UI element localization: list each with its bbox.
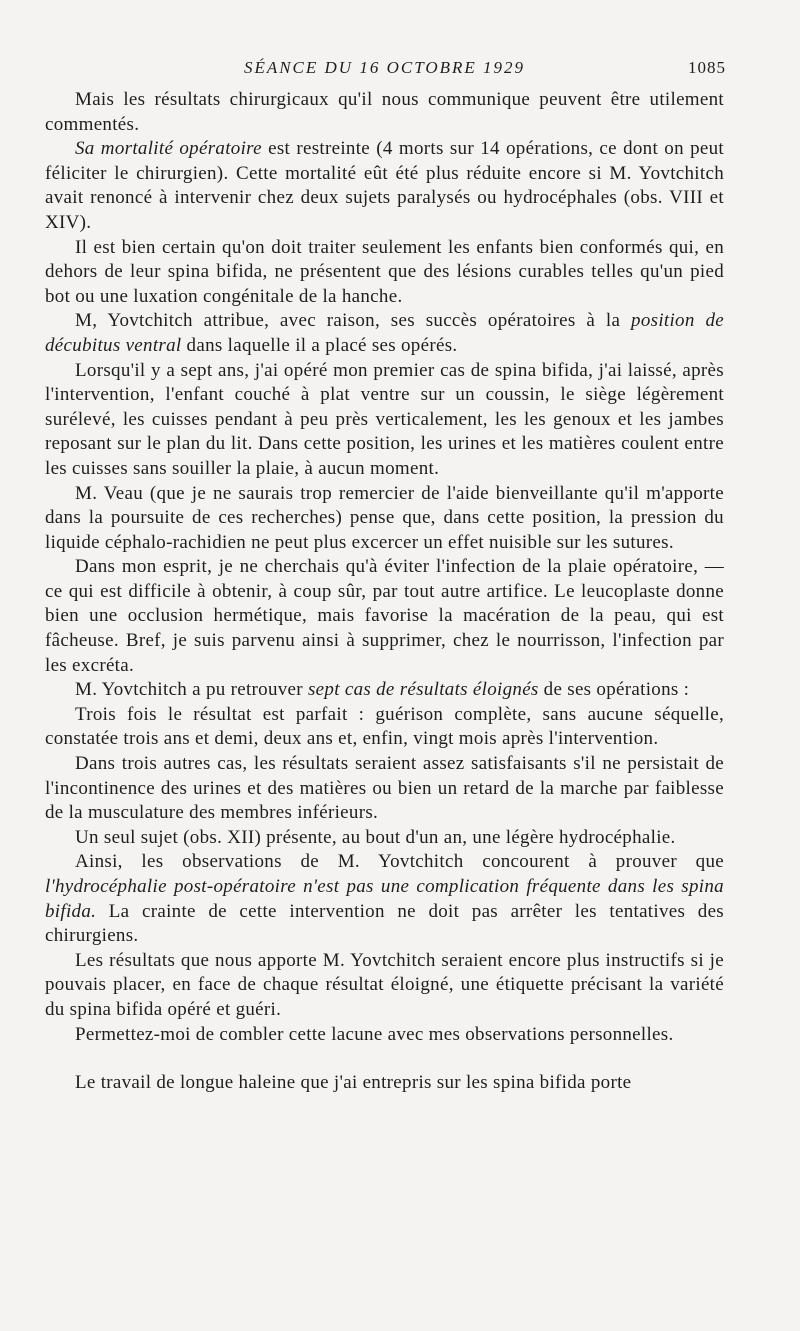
text-run: Dans mon esprit, je ne cherchais qu'à éviter l'infection de la plaie opératoire, — ce qui est difficile à obtenir, à coup sûr, par tout autre artifice. Le leucoplaste donne bien une occlusion hermétique, mais favorise la macération de la peau, qui est fâcheuse. Bref, je suis parvenu ainsi à supprimer, chez le nourrisson, l'infection par les excréta. (45, 556, 724, 676)
paragraph (45, 88, 724, 137)
paragraph (45, 1023, 724, 1048)
text-run: M. Yovtchitch a pu retrouver (75, 679, 308, 701)
paragraph (45, 949, 724, 1023)
text-run: Le travail de longue haleine que j'ai entrepris sur les spina bifida porte (75, 1072, 632, 1094)
text-run: Trois fois le résultat est parfait : guérison complète, sans aucune séquelle, constatée trois ans et demi, deux ans et, enfin, vingt mois après l'intervention. (45, 703, 724, 750)
text-run: Un seul sujet (obs. XII) présente, au bout d'un an, une légère hydrocéphalie. (75, 826, 676, 848)
text-run: La crainte de cette intervention ne doit pas arrêter les tentatives des chirurgiens. (45, 900, 724, 947)
text-run: Permettez-moi de combler cette lacune avec mes observations personnelles. (75, 1023, 674, 1045)
text-run: Mais les résultats chirurgicaux qu'il nous communique peuvent être utilement commentés. (45, 89, 724, 135)
paragraph (45, 359, 724, 482)
paragraph (45, 678, 724, 703)
italic-text: Sa mortalité opératoire (75, 138, 262, 160)
italic-text: position de décubitus ventral (45, 310, 724, 356)
text-run: Dans trois autres cas, les résultats seraient assez satisfaisants s'il ne persistait de l'incontinence des urines et des matières ou bien un retard de la marche par faiblesse de la musculature des membres inférieurs. (45, 753, 724, 824)
text-run: M. Veau (que je ne saurais trop remercier de l'aide bienveillante qu'il m'apporte dans la poursuite de ces recherches) pense que, dans cette position, la pression du liquide céphalo-rachidien ne peut plus excercer un effet nuisible sur les sutures. (45, 482, 724, 553)
paragraph (45, 752, 724, 826)
paragraph (45, 703, 724, 752)
paragraph (45, 555, 724, 678)
text-run: M, Yovtchitch attribue, avec raison, ses succès opératoires à la (75, 310, 632, 332)
italic-text: l'hydrocéphalie post-opératoire (45, 876, 296, 897)
body-text (45, 88, 724, 1096)
page (45, 54, 724, 1096)
text-run: Lorsqu'il y a sept ans, j'ai opéré mon premier cas de spina bifida, j'ai laissé, après l'intervention, l'enfant couché à plat ventre sur un coussin, le siège légèrement surélevé, les cuisses pendant à peu près verticalement, les les genoux et les jambes reposant sur le plan du lit. Dans cette position, les urines et les matières coulent entre les cuisses sans souiller la plaie, à aucun moment. (45, 359, 724, 479)
text-run: de ses opérations : (538, 679, 690, 701)
text-run: Les résultats que nous apporte M. Yovtchitch seraient encore plus instructifs si je pouvais placer, en face de chaque résultat éloigné, une étiquette précisant la variété du spina bifida opéré et guéri. (45, 949, 724, 1020)
text-run: Ainsi, les observations de M. Yovtchitch concourent à prouver que (75, 851, 724, 873)
italic-text: n'est pas une complication fréquente dans les spina bifida. (45, 876, 724, 922)
page-number: 1085 (688, 58, 726, 77)
running-title: SÉANCE DU 16 OCTOBRE 1929 (243, 58, 526, 77)
paragraph (45, 826, 724, 851)
italic-text: sept cas de résultats éloignés (307, 679, 539, 701)
paragraph (45, 236, 724, 310)
text-run: dans laquelle il a placé ses opérés. (181, 334, 458, 356)
text-run: est restreinte (4 morts sur 14 opérations, ce dont on peut féliciter le chirurgien). Cette mortalité eût été plus réduite encore si M. Yovtchitch avait renoncé à intervenir chez deux sujets paralysés ou hydrocéphales (obs. VIII et XIV). (45, 138, 724, 233)
paragraph (45, 1071, 724, 1096)
paragraph (45, 850, 724, 948)
paragraph (45, 482, 724, 556)
paragraph (45, 137, 724, 235)
text-run: Il est bien certain qu'on doit traiter seulement les enfants bien conformés qui, en dehors de leur spina bifida, ne présentent que des lésions curables telles qu'un pied bot ou une luxation congénitale de la hanche. (45, 236, 724, 307)
paragraph (45, 309, 724, 358)
running-header (45, 54, 724, 88)
